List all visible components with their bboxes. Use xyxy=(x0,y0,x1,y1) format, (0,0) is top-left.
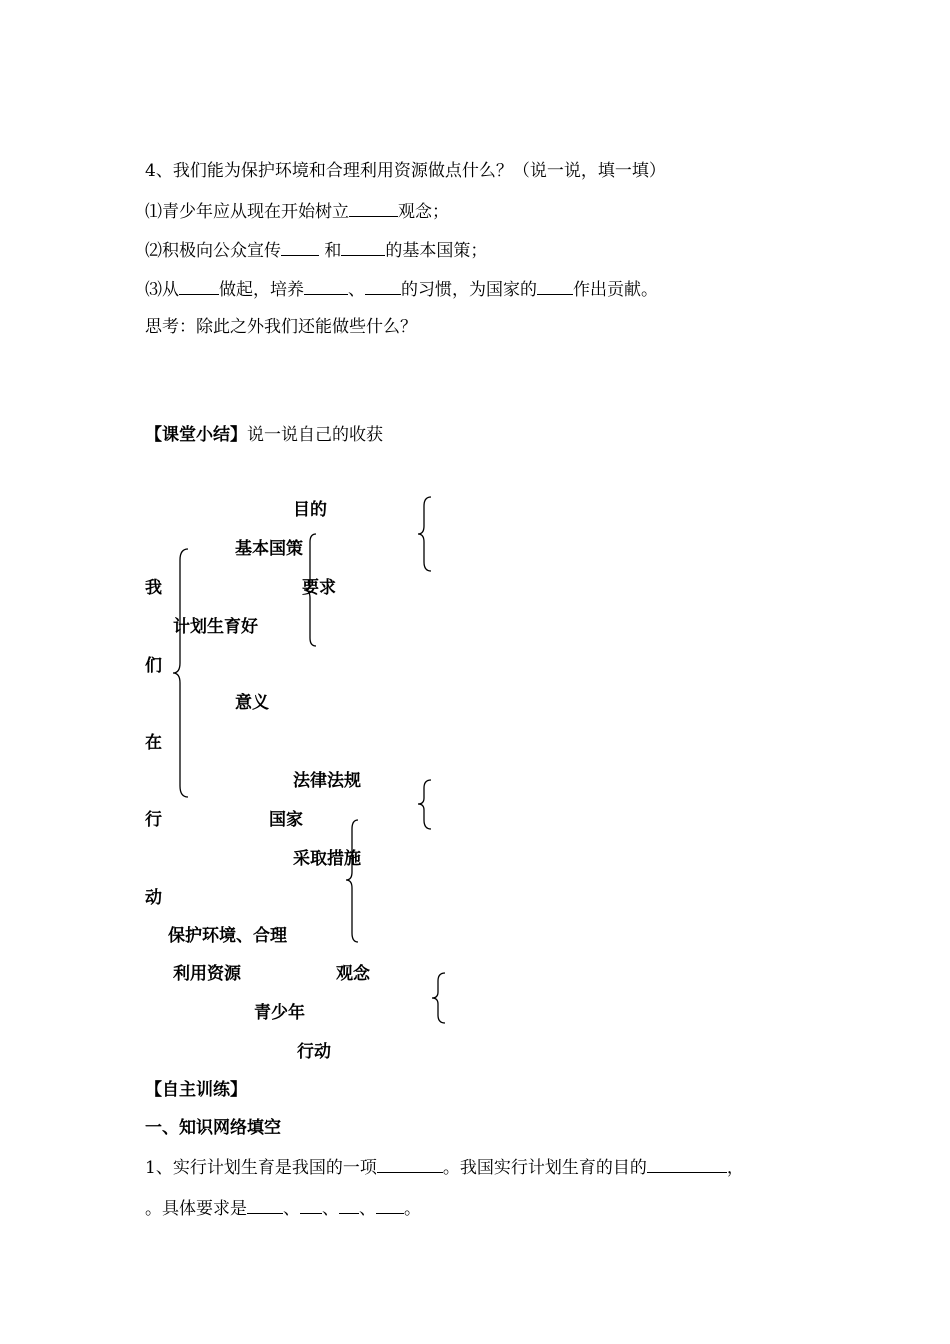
q4-item-3-text-c: 、 xyxy=(348,280,365,300)
blank[interactable] xyxy=(647,1155,727,1173)
node-jihua: 计划生育好 xyxy=(173,617,258,637)
root-char-5: 动 xyxy=(145,888,162,908)
summary-text: 说一说自己的收获 xyxy=(247,425,383,445)
blank[interactable] xyxy=(377,1155,443,1173)
q4-item-3-text-d: 的习惯，为国家的 xyxy=(401,280,537,300)
root-char-4: 行 xyxy=(145,810,162,830)
brace-mudi xyxy=(418,497,431,571)
training-q1-text-a: 1、实行计划生育是我国的一项 xyxy=(145,1158,377,1178)
blank[interactable] xyxy=(300,1196,322,1214)
full-stop: 。 xyxy=(404,1199,421,1219)
node-baohu-1: 保护环境、合理 xyxy=(168,926,287,946)
node-guojia: 国家 xyxy=(269,810,303,830)
training-heading: 【自主训练】 xyxy=(145,1080,247,1100)
brace-jiben xyxy=(304,534,316,646)
node-caiqu: 采取措施 xyxy=(293,849,361,869)
brace-qingshaonian xyxy=(432,973,445,1023)
separator: 、 xyxy=(359,1199,376,1219)
training-q1-line-1 xyxy=(145,1155,744,1179)
q4-item-2-text: ⑵积极向公众宣传 xyxy=(145,241,281,261)
q4-item-1-text: ⑴青少年应从现在开始树立 xyxy=(145,202,349,222)
training-q1-text-c: ， xyxy=(726,1158,744,1178)
brace-guojia xyxy=(346,820,358,942)
node-jiben: 基本国策 xyxy=(235,539,303,559)
training-q1-line-2 xyxy=(145,1196,421,1220)
node-baohu-2: 利用资源 xyxy=(173,964,241,984)
training-q1-text-b: 。我国实行计划生育的目的 xyxy=(442,1158,647,1178)
root-char-2: 们 xyxy=(145,656,162,676)
brace-falv xyxy=(418,780,431,829)
node-yaoqiu: 要求 xyxy=(302,578,336,598)
root-char-3: 在 xyxy=(145,733,162,753)
blank[interactable] xyxy=(247,1196,283,1214)
brace-root xyxy=(173,549,188,797)
q4-item-1-text-end: 观念； xyxy=(398,202,449,222)
q4-think: 思考：除此之外我们还能做些什么？ xyxy=(145,317,417,337)
node-guannian: 观念 xyxy=(336,964,370,984)
node-falv: 法律法规 xyxy=(293,771,361,791)
separator: 、 xyxy=(283,1199,300,1219)
training-q1-text-d: 。具体要求是 xyxy=(145,1199,247,1219)
blank[interactable] xyxy=(339,1196,359,1214)
q4-item-3-text-e: 作出贡献。 xyxy=(573,280,658,300)
q4-item-2-and: 和 xyxy=(319,241,342,261)
blank[interactable] xyxy=(376,1196,404,1214)
node-qingshaonian: 青少年 xyxy=(254,1003,305,1023)
q4-item-2-text-end: 的基本国策； xyxy=(385,241,488,261)
q4-item-3-text-a: ⑶从 xyxy=(145,280,179,300)
node-xingdong: 行动 xyxy=(297,1042,331,1062)
separator: 、 xyxy=(322,1199,339,1219)
root-char-1: 我 xyxy=(145,578,162,598)
q4-title: 4、我们能为保护环境和合理利用资源做点什么？（说一说，填一填） xyxy=(145,161,666,181)
node-mudi: 目的 xyxy=(293,500,327,520)
training-section-1: 一、知识网络填空 xyxy=(145,1118,281,1138)
node-yiyi: 意义 xyxy=(235,693,269,713)
q4-item-3-text-b: 做起，培养 xyxy=(219,280,304,300)
summary-heading: 【课堂小结】 xyxy=(145,425,247,445)
